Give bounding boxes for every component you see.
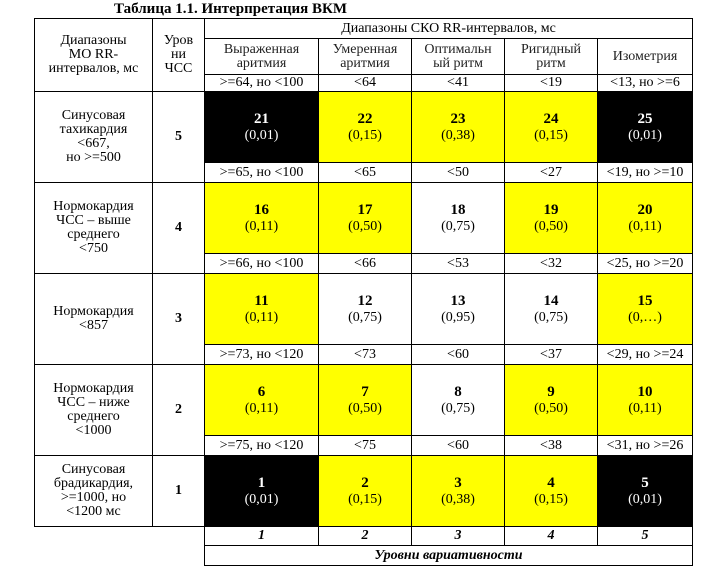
cell-number: 12 — [357, 293, 373, 309]
cell-number: 19 — [543, 202, 559, 218]
sdnn-range-cell: <60 — [412, 345, 505, 365]
sdnn-range-cell: <64 — [319, 75, 412, 92]
rr-range-label — [35, 274, 153, 365]
interpretation-cell — [505, 183, 598, 254]
interpretation-cell — [412, 183, 505, 254]
cell-number: 20 — [637, 202, 653, 218]
label-line: <750 — [79, 241, 108, 256]
sdnn-range-cell: <29, но >=24 — [598, 345, 693, 365]
subheader-line: ритм — [536, 55, 566, 71]
cell-number: 10 — [637, 384, 653, 400]
interpretation-cell — [412, 274, 505, 345]
header-line: интервалов, мс — [48, 61, 139, 76]
label-line: ЧСС – ниже — [57, 395, 130, 410]
cell-number: 5 — [641, 475, 649, 491]
sdnn-range-cell: <53 — [412, 254, 505, 274]
cell-probability: (0,01) — [628, 492, 662, 507]
interpretation-cell — [319, 456, 412, 527]
sdnn-range-cell: <50 — [412, 163, 505, 183]
cell-number: 21 — [254, 111, 269, 127]
cell-probability: (0,01) — [628, 128, 662, 143]
interpretation-cell — [205, 456, 319, 527]
label-line: <857 — [79, 318, 108, 333]
header-line: ЧСС — [164, 61, 193, 76]
rr-range-label — [35, 92, 153, 183]
cell-number: 13 — [450, 293, 466, 309]
variability-level: 2 — [319, 527, 412, 546]
label-line: Синусовая — [61, 108, 126, 123]
cell-number: 1 — [257, 475, 266, 491]
sdnn-range-cell: <37 — [505, 345, 598, 365]
sdnn-range-cell: <60 — [412, 436, 505, 456]
header-line: МО RR- — [68, 47, 119, 62]
cell-number: 16 — [254, 202, 269, 218]
interpretation-cell — [319, 92, 412, 163]
subheader-line: Выраженная — [223, 41, 300, 57]
subheader-moderate-arrhythmia — [319, 39, 412, 75]
rr-range-label — [35, 456, 153, 527]
cell-number: 3 — [454, 475, 462, 491]
hr-level-number: 5 — [153, 92, 205, 183]
sdnn-range-cell: >=73, но <120 — [205, 345, 319, 365]
subheader-line: ый ритм — [433, 55, 483, 71]
label-line: тахикардия — [59, 122, 128, 137]
rr-range-label — [35, 365, 153, 456]
variability-level: 4 — [505, 527, 598, 546]
subheader-rigid-rhythm — [505, 39, 598, 75]
sdnn-range-cell: <13, но >=6 — [598, 75, 693, 92]
interpretation-cell — [205, 92, 319, 163]
sdnn-range-cell: >=64, но <100 — [205, 75, 319, 92]
interpretation-cell — [598, 92, 693, 163]
header-line: ни — [171, 47, 186, 62]
interpretation-cell — [205, 183, 319, 254]
label-line: Нормокардия — [53, 381, 134, 396]
sdnn-range-cell: <27 — [505, 163, 598, 183]
cell-probability: (0,38) — [441, 492, 475, 507]
interpretation-cell — [205, 365, 319, 436]
cell-number: 8 — [454, 384, 462, 400]
label-line: <667, — [77, 136, 110, 151]
cell-probability: (0,11) — [244, 401, 279, 416]
label-line: среднего — [67, 409, 120, 424]
cell-number: 4 — [547, 475, 555, 491]
header-line: Диапазоны — [60, 33, 127, 48]
variability-level: 1 — [205, 527, 319, 546]
cell-number: 14 — [543, 293, 559, 309]
interpretation-cell — [598, 274, 693, 345]
cell-probability: (0,50) — [348, 401, 382, 416]
cell-probability: (0,…) — [628, 310, 662, 325]
cell-probability: (0,95) — [441, 310, 475, 325]
subheader-line: Ригидный — [520, 41, 582, 57]
label-line: среднего — [67, 227, 120, 242]
label-line: брадикардия, — [53, 476, 134, 491]
subheader-line: Оптимальн — [424, 41, 492, 57]
sdnn-range-cell: <31, но >=26 — [598, 436, 693, 456]
cell-probability: (0,75) — [441, 401, 475, 416]
cell-number: 11 — [254, 293, 269, 309]
empty-corner — [35, 527, 205, 566]
hr-level-number: 3 — [153, 274, 205, 365]
label-line: <1200 мс — [66, 504, 121, 519]
cell-number: 24 — [543, 111, 559, 127]
sdnn-range-cell: <65 — [319, 163, 412, 183]
cell-probability: (0,01) — [244, 128, 279, 143]
cell-number: 17 — [357, 202, 373, 218]
label-line: но >=500 — [66, 150, 121, 165]
sdnn-range-cell: <41 — [412, 75, 505, 92]
cell-number: 6 — [257, 384, 266, 400]
sdnn-range-cell: <75 — [319, 436, 412, 456]
cell-probability: (0,01) — [244, 492, 279, 507]
rr-range-label — [35, 183, 153, 274]
label-line: Нормокардия — [53, 304, 134, 319]
cell-number: 9 — [547, 384, 555, 400]
subheader-line: Умеренная — [332, 41, 398, 57]
interpretation-cell — [505, 92, 598, 163]
sdnn-range-cell: <38 — [505, 436, 598, 456]
cell-probability: (0,75) — [441, 219, 475, 234]
sdnn-range-cell: <66 — [319, 254, 412, 274]
cell-number: 15 — [637, 293, 653, 309]
table-caption: Таблица 1.1. Интерпретация ВКМ — [114, 1, 348, 17]
sdnn-range-cell: <19 — [505, 75, 598, 92]
variability-levels-footer: Уровни вариативности — [205, 546, 693, 566]
sdnn-range-cell: >=66, но <100 — [205, 254, 319, 274]
interpretation-cell — [505, 365, 598, 436]
sdnn-range-cell: >=75, но <120 — [205, 436, 319, 456]
cell-number: 2 — [361, 475, 369, 491]
cell-probability: (0,75) — [534, 310, 568, 325]
interpretation-cell — [505, 274, 598, 345]
cell-probability: (0,50) — [534, 219, 568, 234]
cell-probability: (0,75) — [348, 310, 382, 325]
rr-mean-range-header — [35, 19, 153, 92]
label-line: Синусовая — [61, 462, 126, 477]
interpretation-cell — [505, 456, 598, 527]
variability-level: 5 — [598, 527, 693, 546]
interpretation-cell — [205, 274, 319, 345]
interpretation-cell — [319, 274, 412, 345]
interpretation-cell — [598, 456, 693, 527]
subheader-line: аритмия — [236, 55, 287, 71]
label-line: <1000 — [75, 423, 112, 438]
sdnn-range-cell: <32 — [505, 254, 598, 274]
label-line: Нормокардия — [53, 199, 134, 214]
cell-probability: (0,15) — [348, 128, 382, 143]
cell-probability: (0,50) — [534, 401, 568, 416]
cell-probability: (0,11) — [244, 310, 279, 325]
hr-level-number: 1 — [153, 456, 205, 527]
cell-number: 25 — [637, 111, 653, 127]
subheader-optimal-rhythm — [412, 39, 505, 75]
cell-probability: (0,11) — [628, 219, 662, 234]
subheader-line: Изометрия — [612, 48, 678, 64]
interpretation-cell — [412, 456, 505, 527]
hr-level-number: 2 — [153, 365, 205, 456]
cell-number: 18 — [450, 202, 466, 218]
variability-level: 3 — [412, 527, 505, 546]
cell-number: 22 — [357, 111, 373, 127]
label-line: >=1000, но — [60, 490, 127, 505]
cell-number: 23 — [450, 111, 466, 127]
cell-probability: (0,11) — [244, 219, 279, 234]
cell-probability: (0,15) — [534, 492, 568, 507]
interpretation-cell — [319, 365, 412, 436]
sdnn-group-header: Диапазоны СКО RR-интервалов, мс — [205, 19, 693, 39]
cell-probability: (0,38) — [441, 128, 475, 143]
cell-number: 7 — [361, 384, 369, 400]
interpretation-cell — [319, 183, 412, 254]
sdnn-range-cell: <25, но >=20 — [598, 254, 693, 274]
subheader-line: аритмия — [340, 55, 390, 71]
subheader-isometry — [598, 39, 693, 75]
interpretation-table — [34, 18, 693, 566]
cell-probability: (0,50) — [348, 219, 382, 234]
interpretation-cell — [412, 92, 505, 163]
subheader-marked-arrhythmia — [205, 39, 319, 75]
header-line: Уров — [163, 33, 194, 48]
hr-level-header — [153, 19, 205, 92]
hr-level-number: 4 — [153, 183, 205, 274]
cell-probability: (0,15) — [348, 492, 382, 507]
sdnn-range-cell: >=65, но <100 — [205, 163, 319, 183]
cell-probability: (0,11) — [628, 401, 662, 416]
interpretation-cell — [412, 365, 505, 436]
sdnn-range-cell: <73 — [319, 345, 412, 365]
sdnn-range-cell: <19, но >=10 — [598, 163, 693, 183]
interpretation-cell — [598, 183, 693, 254]
label-line: ЧСС – выше — [56, 213, 131, 228]
cell-probability: (0,15) — [534, 128, 568, 143]
interpretation-cell — [598, 365, 693, 436]
